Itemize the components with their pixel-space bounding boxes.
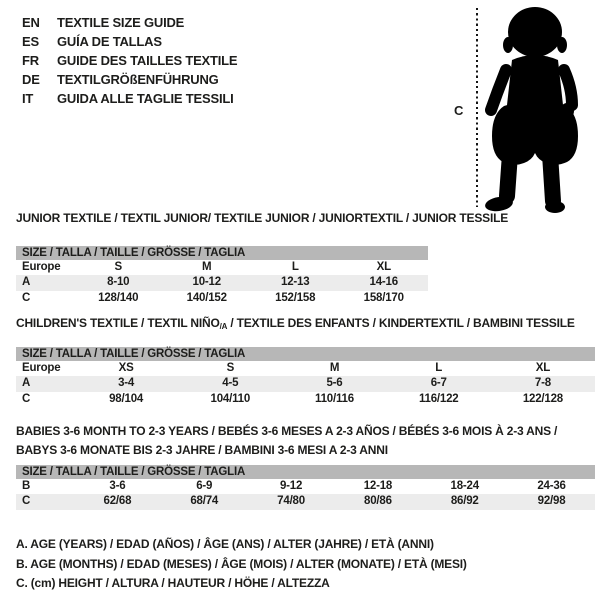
children-title-pre: CHILDREN'S TEXTILE / TEXTIL NIÑO bbox=[16, 316, 220, 330]
height-cell: 128/140 bbox=[98, 291, 139, 304]
size-cell: XL bbox=[376, 261, 391, 273]
row-label: Europe bbox=[22, 362, 61, 374]
children-size-table bbox=[16, 347, 595, 407]
language-title-block bbox=[22, 13, 237, 108]
size-cell: XS bbox=[118, 362, 134, 374]
table-header-bar: SIZE / TALLA / TAILLE / GRÖSSE / TAGLIA bbox=[16, 465, 595, 479]
size-cell: S bbox=[114, 261, 122, 273]
lang-title: TEXTILGRÖßENFÜHRUNG bbox=[57, 72, 219, 87]
table-row-age-months bbox=[16, 479, 595, 494]
children-title-post: / TEXTILE DES ENFANTS / KINDERTEXTIL / BAMBINI TESSILE bbox=[227, 316, 575, 330]
table-row-europe bbox=[16, 361, 595, 376]
measure-c-label: C bbox=[454, 103, 464, 118]
lang-code: DE bbox=[22, 72, 40, 87]
row-label: C bbox=[22, 495, 31, 508]
baby-silhouette-icon bbox=[484, 4, 596, 214]
age-cell: 24-36 bbox=[537, 480, 566, 492]
height-cell: 116/122 bbox=[418, 392, 459, 405]
row-label: A bbox=[22, 276, 31, 289]
footnote-a: A. AGE (YEARS) / EDAD (AÑOS) / ÂGE (ANS) / ALTER (JAHRE) / ETÀ (ANNI) bbox=[16, 537, 434, 551]
height-cell: 74/80 bbox=[277, 495, 305, 508]
lang-title: GUIDA ALLE TAGLIE TESSILI bbox=[57, 91, 234, 106]
height-cell: 68/74 bbox=[190, 495, 219, 508]
table-row-europe bbox=[16, 260, 428, 275]
lang-row-de bbox=[22, 70, 237, 89]
age-cell: 14-16 bbox=[369, 276, 398, 289]
age-cell: 6-7 bbox=[430, 377, 447, 390]
lang-code: EN bbox=[22, 15, 40, 30]
lang-code: ES bbox=[22, 34, 39, 49]
size-cell: S bbox=[226, 362, 235, 374]
height-cell: 110/116 bbox=[315, 392, 354, 405]
babies-size-table bbox=[16, 465, 595, 510]
table-row-height bbox=[16, 291, 428, 306]
age-cell: 18-24 bbox=[450, 480, 479, 492]
lang-title: TEXTILE SIZE GUIDE bbox=[57, 15, 185, 30]
lang-row-fr bbox=[22, 51, 237, 70]
babies-section-title bbox=[16, 422, 557, 460]
size-cell: M bbox=[329, 362, 340, 374]
height-cell: 86/92 bbox=[450, 495, 479, 508]
age-cell: 4-5 bbox=[222, 377, 239, 390]
age-cell: 3-4 bbox=[118, 377, 135, 390]
height-cell: 98/104 bbox=[109, 392, 144, 405]
age-cell: 12-18 bbox=[363, 480, 393, 492]
height-cell: 62/68 bbox=[103, 495, 132, 508]
children-section-title bbox=[16, 316, 575, 334]
table-row-height bbox=[16, 494, 595, 509]
babies-title-line1: BABIES 3-6 MONTH TO 2-3 YEARS / BEBÉS 3-6 MESES A 2-3 AÑOS / BÉBÉS 3-6 MOIS À 2-3 ANS / bbox=[16, 424, 558, 438]
size-cell: L bbox=[291, 261, 299, 273]
lang-row-it bbox=[22, 89, 237, 108]
junior-section-title: JUNIOR TEXTILE / TEXTIL JUNIOR/ TEXTILE JUNIOR / JUNIORTEXTIL / JUNIOR TESSILE bbox=[16, 211, 509, 225]
height-cell: 104/110 bbox=[210, 392, 251, 405]
table-header-bar: SIZE / TALLA / TAILLE / GRÖSSE / TAGLIA bbox=[16, 246, 428, 260]
height-cell: 152/158 bbox=[275, 291, 316, 304]
lang-code: FR bbox=[22, 53, 39, 68]
row-label: B bbox=[22, 480, 31, 492]
table-row-height bbox=[16, 392, 595, 407]
age-cell: 9-12 bbox=[279, 480, 303, 492]
height-cell: 140/152 bbox=[186, 291, 227, 304]
table-row-age bbox=[16, 376, 595, 391]
height-cell: 158/170 bbox=[363, 291, 404, 304]
age-cell: 6-9 bbox=[196, 480, 213, 492]
age-cell: 5-6 bbox=[326, 377, 343, 390]
height-cell: 122/128 bbox=[522, 392, 563, 405]
age-cell: 8-10 bbox=[107, 276, 130, 289]
row-label: C bbox=[22, 291, 31, 304]
row-label: Europe bbox=[22, 261, 61, 273]
row-label: C bbox=[22, 392, 31, 405]
height-dotted-line bbox=[476, 8, 478, 207]
lang-row-es bbox=[22, 32, 237, 51]
footnote-b: B. AGE (MONTHS) / EDAD (MESES) / ÂGE (MOIS) / ALTER (MONATE) / ETÀ (MESI) bbox=[16, 556, 467, 571]
footnote-c: C. (cm) HEIGHT / ALTURA / HAUTEUR / HÖHE / ALTEZZA bbox=[16, 576, 330, 590]
legend-footnotes bbox=[16, 535, 467, 594]
size-cell: XL bbox=[535, 362, 551, 374]
babies-title-line2: BABYS 3-6 MONATE BIS 2-3 JAHRE / BAMBINI 3-6 MESI A 2-3 ANNI bbox=[16, 443, 388, 457]
lang-code: IT bbox=[22, 91, 34, 106]
table-row-age bbox=[16, 275, 428, 290]
junior-size-table bbox=[16, 246, 428, 306]
lang-title: GUÍA DE TALLAS bbox=[57, 34, 162, 49]
children-title-sub: /A bbox=[219, 322, 228, 331]
age-cell: 10-12 bbox=[192, 276, 221, 289]
height-cell: 80/86 bbox=[364, 495, 392, 508]
age-cell: 12-13 bbox=[281, 276, 310, 289]
row-label: A bbox=[22, 377, 31, 390]
size-cell: L bbox=[435, 362, 443, 374]
size-cell: M bbox=[202, 261, 212, 273]
age-cell: 3-6 bbox=[109, 480, 126, 492]
lang-row-en bbox=[22, 13, 237, 32]
height-cell: 92/98 bbox=[537, 495, 566, 508]
age-cell: 7-8 bbox=[534, 377, 551, 390]
lang-title: GUIDE DES TAILLES TEXTILE bbox=[57, 53, 238, 68]
table-header-bar: SIZE / TALLA / TAILLE / GRÖSSE / TAGLIA bbox=[16, 347, 595, 361]
height-measure-figure bbox=[450, 0, 600, 218]
